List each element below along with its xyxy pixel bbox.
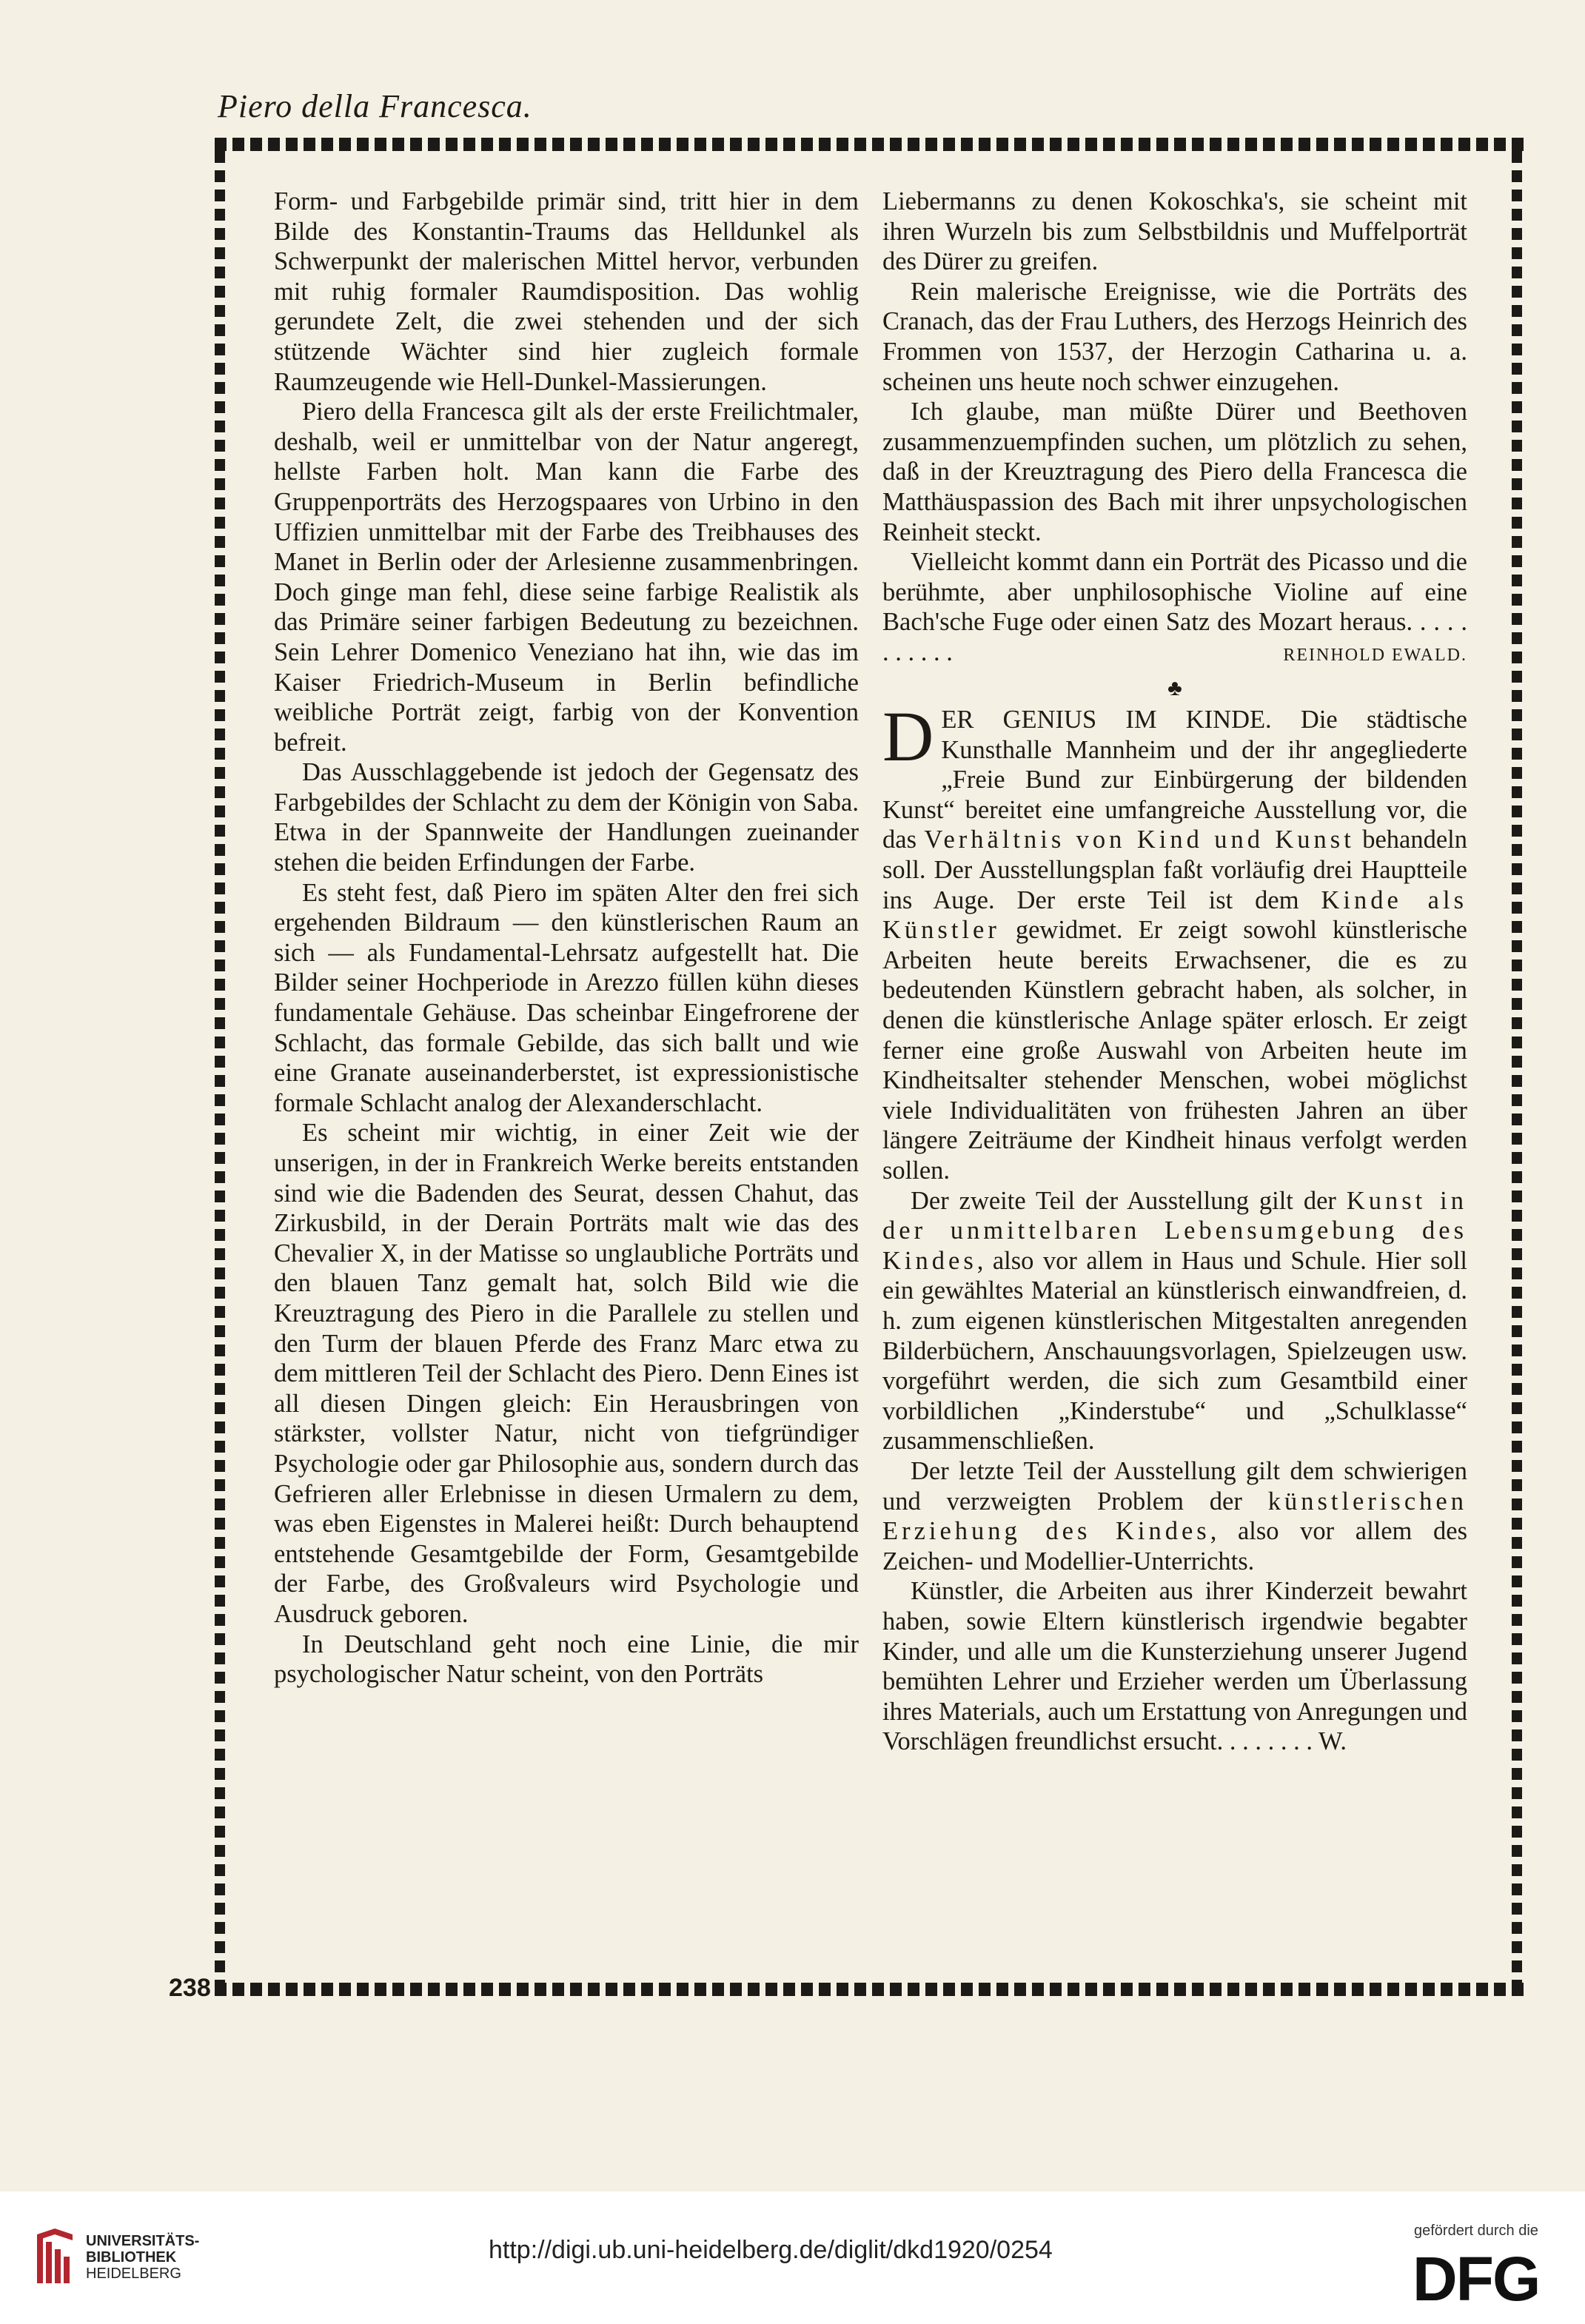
paragraph: Ich glaube, man müßte Dürer und Beethoven zusammenzuempfinden suchen, um plötzlich zu sehen, daß in der Kreuztragung des Piero della Francesca die Matthäuspassion des Bach mit ihrer unpsychologischen Reinheit steckt. [882, 398, 1467, 546]
paragraph: Rein malerische Ereignisse, wie die Porträts des Cranach, das der Frau Luthers, des Herzogs Heinrich des Frommen von 1537, der Herzogin Catharina u. a. scheinen uns heute noch schwer einzugehen. [882, 277, 1467, 396]
decorative-border-right [1512, 151, 1522, 1983]
text: gewidmet. Er zeigt sowohl künstlerische Arbeiten heute bereits Erwachsener, die es zu bedeutenden Künstlern gebracht haben, als solcher, in denen die künstlerische Anlage später erlosch. Er zeigt ferner eine große Auswahl von Arbeiten heute im Kindheitsalter stehender Menschen, wobei möglichst viele Individualitäten von frühesten Jahren an über längere Zeiträume der Kindheit hinaus verfolgt werden sollen. [882, 916, 1467, 1185]
author-signature: REINHOLD EWALD. [1283, 645, 1467, 665]
paragraph [882, 1186, 1467, 1456]
paragraph: Piero della Francesca gilt als der erste Freilichtmaler, deshalb, weil er unmittelbar von der Natur angeregt, hellste Farben holt. Man kann die Farbe des Gruppenporträts des Herzogspaares von Urbino in den Uffizien unmittelbar mit der Farbe des Treibhauses des Manet in Berlin oder der Arlesienne zusammenbringen. Doch ginge man fehl, diese seine farbige Realistik als das Primäre seiner farbigen Bedeutung zu bezeichnen. Sein Lehrer Domenico Veneziano hat ihn, wie das im Kaiser Friedrich-Museum in Berlin befindliche weibliche Porträt zeigt, farbig von der Konvention befreit. [274, 398, 859, 757]
left-column [274, 187, 859, 1690]
text: Die städtische Kunsthalle Mannheim und der ihr angegliederte „Freie Bund zur Einbürgerung der bildenden Kunst“ bereitet eine umfangreiche Ausstellung vor, die das [882, 706, 1467, 854]
text: , also vor allem in Haus und Schule. Hier soll ein gewähltes Material an künstlerisch einwandfreien, d. h. zum eigenen künstlerischen Mitgestalten anregenden Bilderbüchern, Anschauungsvorlagen, Spielzeugen usw. vorgeführt werden, die sich zum Gesamtbild einer vorbildlichen „Kinderstube“ und „Schulklasse“ zusammenschließen. [882, 1246, 1467, 1456]
decorative-border-top [215, 138, 1524, 151]
library-name-line: UNIVERSITÄTS- [86, 2233, 200, 2249]
emphasis: Verhältnis von Kind und Kunst [924, 826, 1355, 854]
emphasis: Kunst in der unmittelbaren Lebensumgebung des Kindes [882, 1186, 1468, 1275]
text: , also vor allem des Zeichen- und Modellier-Unterrichts. [882, 1517, 1467, 1575]
paragraph: In Deutschland geht noch eine Linie, die mir psychologischer Natur scheint, von den Porträts [274, 1630, 859, 1689]
text: behandeln soll. Der Ausstellungsplan faßt vorläufig drei Hauptteile ins Auge. Der erste Teil ist dem [882, 826, 1467, 914]
dfg-logo: DFG [1413, 2244, 1540, 2314]
digitization-footer [0, 2191, 1585, 2324]
paragraph: Form- und Farbgebilde primär sind, tritt hier in dem Bilde des Konstantin-Traums das Helldunkel als Schwerpunkt der malerischen Mittel hervor, verbunden mit ruhig formaler Raumdisposition. Das wohlig gerundete Zelt, die zwei stehenden und der sich stützende Wächter sind hier zugleich formale Raumzeugende wie Hell-Dunkel-Massierungen. [274, 187, 859, 396]
paragraph: Liebermanns zu denen Kokoschka's, sie scheint mit ihren Wurzeln bis zum Selbstbildnis und Muffelporträt des Dürer zu greifen. [882, 187, 1467, 276]
paragraph-text: Künstler, die Arbeiten aus ihrer Kinderzeit bewahrt haben, sowie Eltern künstlerisch irgendwie begabter Kinder, und alle um die Kunsterziehung unserer Jugend bemühten Lehrer und Erzieher werden um Überlassung ihres Materials, auch um Erstattung von Anregungen und Vorschlägen freundlichst ersucht. . . . . . . . [882, 1577, 1467, 1756]
permalink[interactable]: http://digi.ub.uni-heidelberg.de/diglit/dkd1920/0254 [489, 2236, 1053, 2264]
library-name [86, 2233, 199, 2282]
section-heading: ER GENIUS IM KINDE. [941, 706, 1272, 734]
page-number: 238 [169, 1974, 211, 2002]
university-library-logo-icon [36, 2227, 74, 2286]
emphasis: künstlerischen Erziehung des Kindes [882, 1487, 1467, 1546]
funding-caption: gefördert durch die [1414, 2223, 1538, 2239]
drop-cap: D [882, 697, 934, 777]
paragraph: Es scheint mir wichtig, in einer Zeit wie der unserigen, in der in Frankreich Werke bereits entstanden sind wie die Badenden des Seurat, dessen Chahut, das Zirkusbild, in der Derain Porträts malt wie das des Chevalier X, in der Matisse so unglaubliche Porträts und den blauen Tanz gemalt hat, solch Bild wie die Kreuztragung des Piero in die Parallele zu stellen und den Turm der blauen Pferde des Franz Marc etwa zu dem mittleren Teil der Schlacht des Piero. Denn Eines ist all diesen Dingen gleich: Ein Herausbringen von stärkster, vollster Natur, nicht von tiefgründiger Psychologie oder gar Philosophie aus, sondern durch das Gefrieren aller Erlebnisse in diesen Urmalern zu dem, was eben Eigenstes in Malerei heißt: Durch behauptend entstehende Gesamtgebilde der Form, Gesamtgebilde der Farbe, des Großvaleurs wird Psychologie und Ausdruck geboren. [274, 1119, 859, 1628]
library-name-line: HEIDELBERG [86, 2266, 181, 2282]
paragraph-with-signature [882, 1576, 1467, 1757]
decorative-border-bottom [215, 1983, 1524, 1996]
section-paragraph [882, 697, 1467, 1186]
paragraph: Das Ausschlaggebende ist jedoch der Gegensatz des Farbgebildes der Schlacht zu dem der Königin von Saba. Etwa in der Spannweite der Handlungen zueinander stehen die beiden Erfindungen der Farbe. [274, 758, 859, 877]
emphasis: Kinde als Künstler [882, 885, 1467, 945]
text: Der zweite Teil der Ausstellung gilt der [911, 1186, 1347, 1215]
paragraph-text: Vielleicht kommt dann ein Porträt des Picasso und die berühmte, aber unphilosophische Violine auf eine Bach'sche Fuge oder einen Satz des Mozart heraus. . . . . . . . . . . [882, 548, 1467, 666]
paragraph: Es steht fest, daß Piero im späten Alter den frei sich ergehenden Bildraum — den künstlerischen Raum an sich — als Fundamental-Lehrsatz aufgestellt hat. Die Bilder seiner Hochperiode in Arezzo füllen kühn dieses fundamentale Gehäuse. Das scheinbar Eingefrorene der Schlacht, das formale Gebilde, das sich ballt und wie eine Granate auseinanderberstet, ist expressionistische formale Schlacht analog der Alexanderschlacht. [274, 878, 859, 1117]
paragraph [882, 1456, 1467, 1576]
section-ornament: ♣ [1167, 675, 1182, 700]
right-column [882, 187, 1467, 1757]
paragraph-with-signature [882, 547, 1467, 667]
decorative-border-left [215, 151, 225, 1983]
author-signature: W. [1318, 1727, 1347, 1756]
text: Der letzte Teil der Ausstellung gilt dem schwierigen und verzweigten Problem der [882, 1456, 1467, 1516]
library-name-line: BIBLIOTHEK [86, 2249, 177, 2266]
running-header: Piero della Francesca. [218, 88, 532, 124]
